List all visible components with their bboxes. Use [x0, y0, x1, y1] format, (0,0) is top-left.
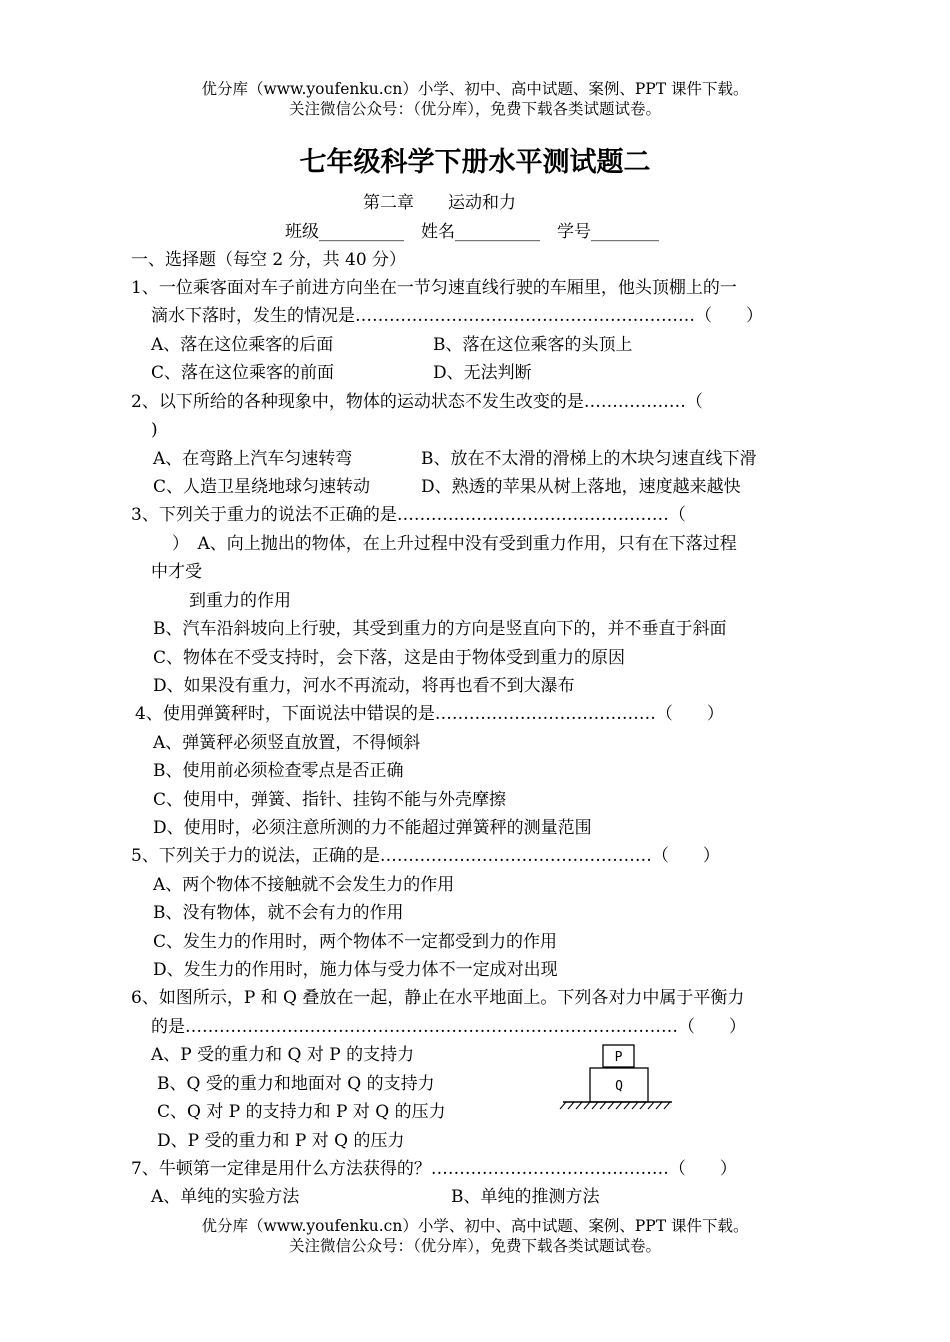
q5-stem: 5、下列关于力的说法，正确的是…………………………………………（ ）: [131, 846, 720, 866]
q4-option-b: B、使用前必须检查零点是否正确: [153, 761, 404, 781]
q6-option-b: B、Q 受的重力和地面对 Q 的支持力: [157, 1074, 435, 1094]
q4-option-a: A、弹簧秤必须竖直放置，不得倾斜: [153, 733, 421, 753]
q3-option-a-2: 中才受: [151, 562, 202, 582]
q1-option-b: B、落在这位乘客的头顶上: [433, 335, 633, 355]
header-line-1: 优分库（www.youfenku.cn）小学、初中、高中试题、案例、PPT 课件下载。: [201, 80, 749, 98]
q2-option-c: C、人造卫星绕地球匀速转动: [153, 477, 371, 497]
q1-option-d: D、无法判断: [433, 363, 532, 383]
q3-option-d: D、如果没有重力，河水不再流动，将再也看不到大瀑布: [153, 676, 575, 696]
q3-option-b: B、汽车沿斜坡向上行驶，其受到重力的方向是竖直向下的，并不垂直于斜面: [153, 619, 727, 639]
chapter-heading: 第二章 运动和力: [363, 193, 516, 213]
ground-hatching: [560, 1102, 670, 1109]
q4-stem: 4、使用弹簧秤时，下面说法中错误的是…………………………………（ ）: [135, 704, 724, 724]
q6-stem-1: 6、如图所示，P 和 Q 叠放在一起，静止在水平地面上。下列各对力中属于平衡力: [131, 988, 745, 1008]
q3-option-a-1: ） A、向上抛出的物体，在上升过程中没有受到重力作用，只有在下落过程: [172, 534, 737, 554]
q5-option-b: B、没有物体，就不会有力的作用: [153, 903, 404, 923]
q5-option-c: C、发生力的作用时，两个物体不一定都受到力的作用: [153, 932, 558, 952]
block-q-label: Q: [615, 1079, 623, 1094]
q7-option-b: B、单纯的推测方法: [451, 1187, 600, 1207]
q7-stem: 7、牛顿第一定律是用什么方法获得的？……………………………………（ ）: [131, 1159, 737, 1179]
block-p-label: P: [614, 1050, 623, 1065]
footer-line-2: 关注微信公众号：（优分库），免费下载各类试题试卷。: [288, 1237, 661, 1255]
q5-option-a: A、两个物体不接触就不会发生力的作用: [153, 875, 455, 895]
q4-option-c: C、使用中，弹簧、指针、挂钩不能与外壳摩擦: [153, 790, 507, 810]
q6-option-d: D、P 受的重力和 P 对 Q 的压力: [157, 1131, 405, 1151]
q4-option-d: D、使用时，必须注意所测的力不能超过弹簧秤的测量范围: [153, 818, 592, 838]
pq-stack-figure: [558, 1040, 678, 1115]
student-info-line: 班级__________ 姓名__________ 学号________: [285, 222, 659, 242]
header-line-2: 关注微信公众号：（优分库），免费下载各类试题试卷。: [288, 100, 661, 118]
q6-stem-2: 的是……………………………………………………………………………（ ）: [151, 1017, 746, 1037]
page-title: 七年级科学下册水平测试题二: [299, 147, 651, 178]
q3-option-c: C、物体在不受支持时，会下落，这是由于物体受到重力的原因: [153, 648, 626, 668]
q1-option-a: A、落在这位乘客的后面: [151, 335, 334, 355]
q3-stem-1: 3、下列关于重力的说法不正确的是…………………………………………（: [131, 505, 686, 525]
q1-stem-2: 滴水下落时，发生的情况是……………………………………………………（ ）: [151, 306, 763, 326]
q6-option-a: A、P 受的重力和 Q 对 P 的支持力: [151, 1045, 415, 1065]
q3-option-a-3: 到重力的作用: [189, 591, 291, 611]
section-heading: 一、选择题（每空 2 分，共 40 分）: [131, 250, 407, 270]
q6-option-c: C、Q 对 P 的支持力和 P 对 Q 的压力: [157, 1102, 446, 1122]
q1-option-c: C、落在这位乘客的前面: [151, 363, 335, 383]
footer-line-1: 优分库（www.youfenku.cn）小学、初中、高中试题、案例、PPT 课件下载。: [201, 1217, 749, 1235]
q7-option-a: A、单纯的实验方法: [151, 1187, 300, 1207]
q2-option-a: A、在弯路上汽车匀速转弯: [153, 449, 353, 469]
q1-stem-1: 1、一位乘客面对车子前进方向坐在一节匀速直线行驶的车厢里，他头顶棚上的一: [131, 278, 737, 298]
q5-option-d: D、发生力的作用时，施力体与受力体不一定成对出现: [153, 960, 558, 980]
q2-option-d: D、熟透的苹果从树上落地，速度越来越快: [421, 477, 741, 497]
q2-stem-2: ): [151, 420, 158, 440]
q2-option-b: B、放在不太滑的滑梯上的木块匀速直线下滑: [421, 449, 757, 469]
q2-stem-1: 2、以下所给的各种现象中，物体的运动状态不发生改变的是………………（: [131, 392, 703, 412]
